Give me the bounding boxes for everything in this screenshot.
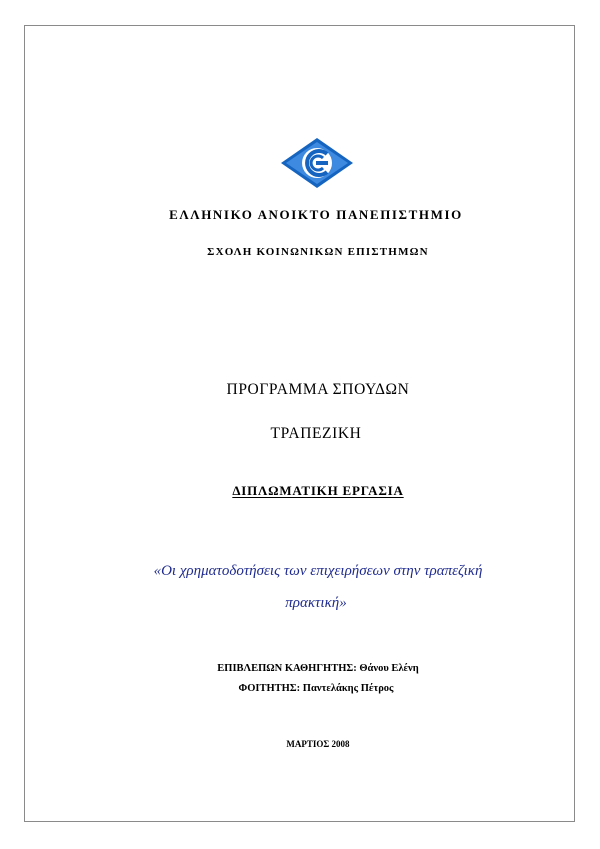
track-name: ΤΡΑΠΕΖΙΚΗ	[270, 425, 362, 442]
university-name: ΕΛΛΗΝΙΚΟ ΑΝΟΙΚΤΟ ΠΑΝΕΠΙΣΤΗΜΙΟ	[169, 207, 463, 222]
thesis-title-line-1: «Οι χρηματοδοτήσεις των επιχειρήσεων στην τραπεζική	[153, 563, 483, 579]
university-logo-icon	[280, 137, 354, 189]
student-line: ΦΟΙΤΗΤΗΣ: Παντελάκης Πέτρος	[238, 683, 394, 694]
program-heading: ΠΡΟΓΡΑΜΜΑ ΣΠΟΥΔΩΝ	[226, 381, 410, 398]
thesis-title-line-2: πρακτική»	[285, 595, 347, 611]
supervisor-line: ΕΠΙΒΛΕΠΩΝ ΚΑΘΗΓΗΤΗΣ: Θάνου Ελένη	[217, 663, 419, 674]
school-name: ΣΧΟΛΗ ΚΟΙΝΩΝΙΚΩΝ ΕΠΙΣΤΗΜΩΝ	[207, 246, 429, 258]
thesis-label	[18, 483, 600, 499]
thesis-label-text: ΔΙΠΛΩΜΑΤΙΚΗ ΕΡΓΑΣΙΑ	[232, 483, 404, 498]
date-line: ΜΑΡΤΙΟΣ 2008	[286, 739, 350, 749]
